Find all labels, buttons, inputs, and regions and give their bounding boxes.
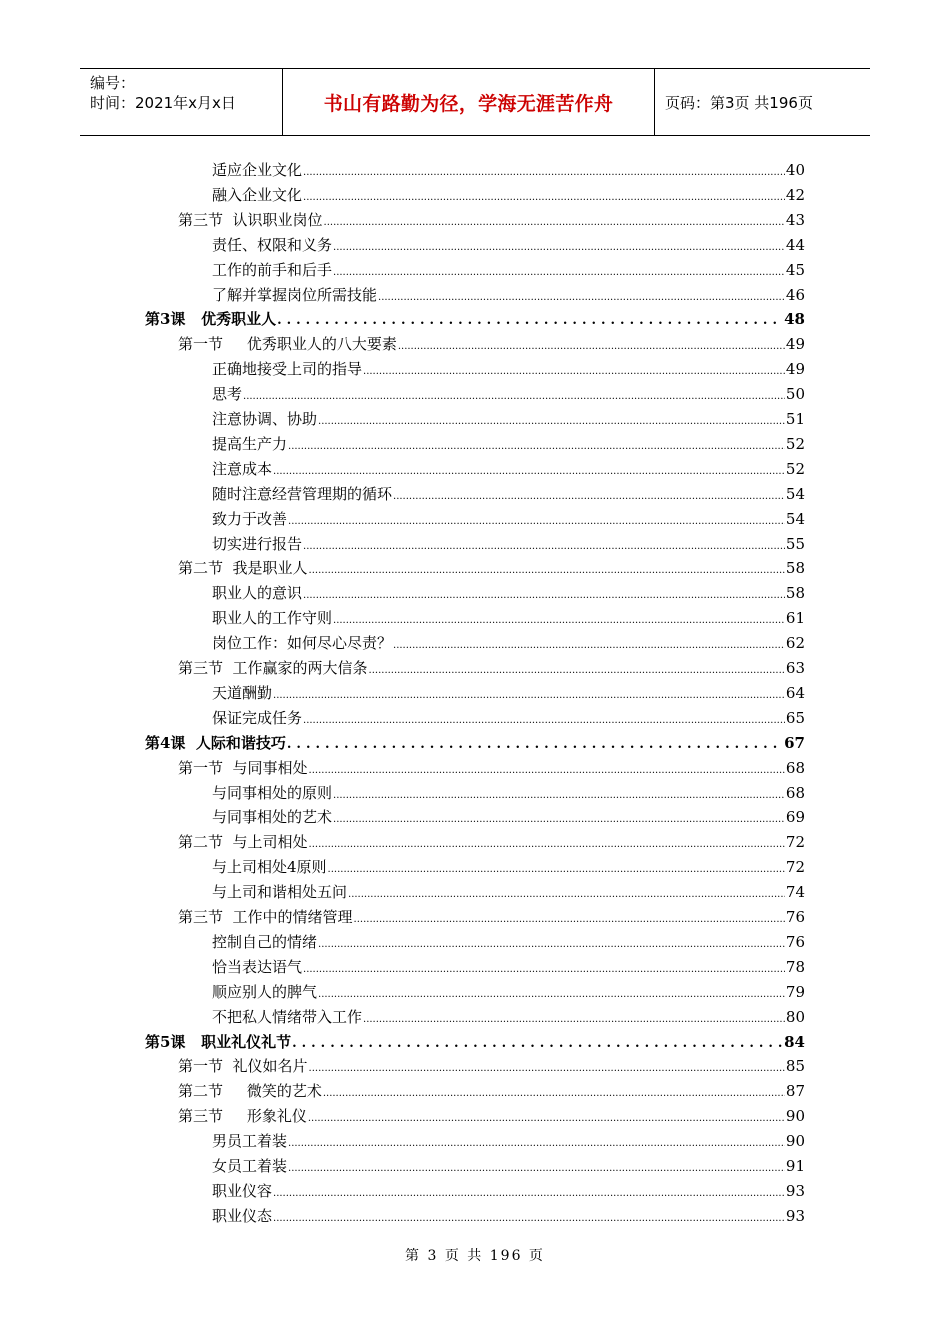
toc-entry[interactable]: [212, 581, 805, 606]
toc-entry-title: 保证完成任务: [212, 708, 303, 727]
toc-entry-page: 48: [784, 310, 805, 329]
toc-entry[interactable]: [212, 880, 805, 905]
toc-entry[interactable]: [212, 432, 805, 457]
toc-entry-title: 第二节 与上司相处: [178, 833, 308, 852]
toc-entry-title: 第三节 形象礼仪: [178, 1107, 307, 1126]
toc-entry-title: 注意成本: [212, 459, 273, 478]
toc-leader-dots: [273, 459, 785, 484]
toc-leader-dots: [309, 758, 785, 783]
toc-leader-dots: [324, 210, 785, 235]
toc-leader-dots: [309, 558, 785, 583]
toc-entry-title: 第二节 微笑的艺术: [178, 1082, 322, 1101]
toc-entry-page: 65: [785, 708, 805, 727]
toc-entry[interactable]: [212, 482, 805, 507]
toc-entry-title: 第一节 礼仪如名片: [178, 1057, 308, 1076]
toc-entry[interactable]: [212, 407, 805, 432]
toc-leader-dots: [309, 1056, 785, 1081]
toc-leader-dots: [323, 1081, 785, 1106]
toc-entry[interactable]: [178, 830, 805, 855]
toc-entry-page: 52: [785, 434, 805, 453]
toc-entry-title: 职业人的意识: [212, 584, 303, 603]
toc-entry-page: 67: [784, 733, 805, 752]
toc-leader-dots: [309, 832, 785, 857]
toc-leader-dots: [318, 932, 785, 957]
toc-entry[interactable]: [212, 980, 805, 1005]
toc-entry-page: 90: [785, 1107, 805, 1126]
toc-entry[interactable]: [212, 532, 805, 557]
toc-entry-page: 43: [785, 210, 805, 229]
toc-entry-title: 第一节 与同事相处: [178, 758, 308, 777]
toc-entry[interactable]: [212, 258, 805, 283]
toc-leader-dots: [288, 1156, 785, 1181]
toc-entry[interactable]: [212, 357, 805, 382]
toc-entry-title: 第5课 职业礼仪礼节: [145, 1032, 292, 1051]
toc-leader-dots: [348, 882, 785, 907]
toc-entry[interactable]: [145, 731, 805, 756]
header-motto: 书山有路勤为径，学海无涯苦作舟: [283, 69, 655, 135]
toc-entry-page: 90: [785, 1132, 805, 1151]
toc-entry-page: 87: [785, 1082, 805, 1101]
toc-entry-title: 第三节 工作中的情绪管理: [178, 908, 353, 926]
toc-entry-title: 控制自己的情绪: [212, 932, 318, 951]
toc-leader-dots: [303, 185, 785, 210]
toc-entry-title: 第4课 人际和谐技巧: [145, 733, 286, 752]
toc-entry-title: 与同事相处的艺术: [212, 808, 333, 827]
document-number-label: 编号：: [90, 74, 136, 92]
toc-entry-title: 致力于改善: [212, 509, 288, 528]
header-meta: [80, 69, 283, 135]
toc-entry[interactable]: [212, 805, 805, 830]
toc-leader-dots: [288, 434, 785, 459]
toc-leader-dots: [273, 1181, 785, 1206]
toc-entry-title: 思考: [212, 385, 243, 404]
toc-entry-title: 与上司和谐相处五问: [212, 883, 348, 902]
page-footer: 第 3 页 共 196 页: [405, 1248, 545, 1264]
toc-entry[interactable]: [212, 681, 805, 706]
toc-entry[interactable]: [212, 1179, 805, 1204]
toc-leader-dots: [378, 285, 785, 310]
toc-entry-title: 责任、权限和义务: [212, 235, 333, 254]
toc-entry-page: 42: [785, 185, 805, 204]
toc-leader-dots: [333, 608, 785, 633]
toc-entry-title: 第3课 优秀职业人: [145, 310, 277, 329]
toc-entry[interactable]: [145, 307, 805, 332]
toc-entry[interactable]: [212, 930, 805, 955]
toc-entry-title: 女员工着装: [212, 1157, 288, 1175]
toc-leader-dots: [303, 583, 785, 608]
toc-entry[interactable]: [212, 233, 805, 258]
toc-entry-page: 80: [785, 1007, 805, 1026]
toc-entry-page: 72: [785, 858, 805, 877]
toc-leader-dots: [333, 260, 785, 285]
toc-entry-page: 93: [785, 1181, 805, 1200]
toc-entry-page: 76: [785, 908, 805, 926]
toc-entry-page: 54: [785, 509, 805, 528]
toc-leader-dots: [288, 1131, 785, 1156]
toc-entry[interactable]: [212, 631, 805, 656]
toc-leader-dots: [328, 857, 785, 882]
toc-entry-page: 64: [785, 683, 805, 702]
toc-entry-page: 54: [785, 484, 805, 503]
toc-entry-page: 50: [785, 385, 805, 404]
toc-entry-page: 91: [785, 1157, 805, 1175]
toc-leader-dots: [369, 658, 785, 683]
toc-entry-title: 顺应别人的脾气: [212, 982, 318, 1001]
toc-entry-title: 职业仪容: [212, 1181, 273, 1200]
toc-entry-page: 58: [785, 584, 805, 603]
toc-entry[interactable]: [212, 706, 805, 731]
toc-leader-dots: [287, 732, 783, 757]
toc-entry-title: 天道酬勤: [212, 683, 273, 702]
toc-entry[interactable]: [212, 1005, 805, 1030]
toc-entry[interactable]: [178, 332, 805, 357]
toc-leader-dots: [303, 957, 785, 982]
toc-entry-page: 58: [785, 559, 805, 578]
toc-leader-dots: [363, 359, 785, 384]
toc-entry[interactable]: [178, 1054, 805, 1079]
toc-entry-page: 55: [785, 534, 805, 553]
toc-entry[interactable]: [178, 208, 805, 233]
toc-entry-title: 与上司相处4原则: [212, 858, 327, 877]
toc-entry-page: 40: [785, 161, 805, 179]
toc-entry-title: 恰当表达语气: [212, 957, 303, 976]
toc-leader-dots: [333, 783, 785, 808]
toc-leader-dots: [303, 160, 785, 185]
toc-entry-page: 45: [785, 260, 805, 279]
toc-entry[interactable]: [212, 1129, 805, 1154]
toc-entry-page: 62: [785, 634, 805, 653]
toc-entry-page: 51: [785, 410, 805, 428]
toc-entry-page: 93: [785, 1206, 805, 1225]
toc-leader-dots: [273, 1206, 785, 1231]
toc-leader-dots: [277, 308, 783, 333]
toc-leader-dots: [393, 633, 785, 658]
toc-entry-page: 69: [785, 808, 805, 827]
toc-entry[interactable]: [212, 457, 805, 482]
toc-entry[interactable]: [178, 905, 805, 930]
toc-entry[interactable]: [178, 1079, 805, 1104]
toc-entry-page: 49: [785, 360, 805, 379]
toc-entry[interactable]: [212, 955, 805, 980]
toc-entry[interactable]: [212, 158, 805, 183]
toc-leader-dots: [318, 409, 785, 434]
toc-entry-title: 不把私人情绪带入工作: [212, 1007, 363, 1026]
toc-entry-page: 78: [785, 957, 805, 976]
toc-entry-page: 52: [785, 459, 805, 478]
toc-leader-dots: [398, 334, 785, 359]
toc-entry-page: 61: [785, 609, 805, 628]
toc-leader-dots: [303, 708, 785, 733]
toc-entry-page: 74: [785, 883, 805, 902]
toc-entry-page: 85: [785, 1057, 805, 1076]
toc-leader-dots: [333, 235, 785, 260]
toc-entry[interactable]: [212, 283, 805, 308]
toc-entry-title: 适应企业文化: [212, 161, 303, 179]
toc-entry[interactable]: [212, 1154, 805, 1179]
toc-entry-title: 第三节 认识职业岗位: [178, 210, 323, 229]
toc-entry-title: 正确地接受上司的指导: [212, 360, 363, 379]
toc-entry-page: 49: [785, 335, 805, 354]
header-page-info: 页码：第3页 共196页: [665, 93, 813, 112]
toc-entry-page: 44: [785, 235, 805, 254]
toc-entry-title: 工作的前手和后手: [212, 260, 333, 279]
toc-entry-title: 职业仪态: [212, 1206, 273, 1225]
toc-entry-page: 79: [785, 982, 805, 1001]
page-header: [80, 68, 870, 136]
toc-entry-page: 76: [785, 932, 805, 951]
toc-entry-title: 第三节 工作赢家的两大信条: [178, 659, 368, 677]
toc-entry-title: 切实进行报告: [212, 534, 303, 553]
toc-entry[interactable]: [212, 606, 805, 631]
toc-leader-dots: [354, 907, 785, 932]
toc-entry-page: 46: [785, 285, 805, 304]
toc-leader-dots: [393, 484, 785, 509]
toc-entry-title: 随时注意经营管理期的循环: [212, 484, 393, 503]
toc-entry[interactable]: [212, 781, 805, 806]
toc-entry-title: 融入企业文化: [212, 185, 303, 204]
toc-entry[interactable]: [212, 507, 805, 532]
toc-entry[interactable]: [178, 656, 805, 681]
toc-entry[interactable]: [145, 1030, 805, 1055]
toc-leader-dots: [243, 384, 785, 409]
toc-leader-dots: [333, 807, 785, 832]
document-date: 时间：2021年x月x日: [90, 94, 236, 112]
toc-entry-title: 提高生产力: [212, 434, 288, 453]
toc-entry-page: 68: [785, 783, 805, 802]
toc-entry-title: 第二节 我是职业人: [178, 559, 308, 578]
toc-leader-dots: [288, 509, 785, 534]
toc-entry-title: 注意协调、协助: [212, 410, 318, 428]
toc-entry[interactable]: [178, 1104, 805, 1129]
toc-entry-title: 第一节 优秀职业人的八大要素: [178, 335, 397, 354]
toc-leader-dots: [308, 1106, 785, 1131]
toc-entry-title: 职业人的工作守则: [212, 609, 333, 628]
toc-entry-title: 与同事相处的原则: [212, 783, 333, 802]
toc-leader-dots: [303, 534, 785, 559]
toc-leader-dots: [292, 1031, 783, 1056]
toc-entry-page: 63: [785, 659, 805, 677]
toc-entry[interactable]: [212, 183, 805, 208]
toc-entry[interactable]: [212, 1204, 805, 1229]
toc-entry-page: 72: [785, 833, 805, 852]
toc-entry[interactable]: [212, 855, 805, 880]
toc-entry[interactable]: [178, 556, 805, 581]
toc-entry[interactable]: [212, 382, 805, 407]
toc-entry[interactable]: [178, 756, 805, 781]
toc-entry-title: 岗位工作：如何尽心尽责？: [212, 634, 393, 653]
toc-entry-title: 了解并掌握岗位所需技能: [212, 285, 378, 304]
toc-leader-dots: [273, 683, 785, 708]
toc-entry-title: 男员工着装: [212, 1132, 288, 1151]
toc-entry-page: 68: [785, 758, 805, 777]
toc-entry-page: 84: [784, 1032, 805, 1051]
toc-leader-dots: [318, 982, 785, 1007]
toc-leader-dots: [363, 1007, 785, 1032]
